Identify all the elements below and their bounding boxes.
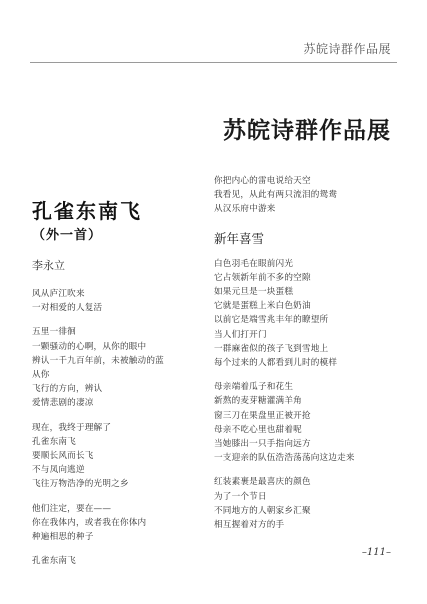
- header-rule: [30, 62, 397, 63]
- poem-stanza: [214, 257, 399, 371]
- poem-line: 现在，我终于理解了: [32, 422, 112, 433]
- poem-line: 不同地方的人朝家乡汇聚: [214, 505, 311, 516]
- poem-line: 从你: [32, 370, 50, 381]
- poem-line: 它占领新年前不多的空隙: [214, 272, 311, 283]
- poem-line: 孔雀东南飞: [32, 556, 76, 567]
- poem-line: 一对相爱的人复活: [32, 303, 103, 314]
- poem-stanza: [214, 380, 399, 465]
- poem-stanza: [214, 174, 399, 217]
- page-title: 苏皖诗群作品展: [223, 118, 391, 144]
- poem-line: 红装素裹是最喜庆的颜色: [214, 477, 311, 488]
- poem-line: 飞往万物浩净的光明之乡: [32, 479, 129, 490]
- poem1-continued: [214, 174, 399, 217]
- poem1-subtitle: （外一首）: [32, 228, 103, 243]
- poem-stanza: [214, 475, 399, 532]
- poem-line: 一群麻雀似的孩子飞到雪地上: [214, 343, 329, 354]
- poem-line: 要顺长风而长飞: [32, 451, 94, 462]
- poem-line: 它就是蛋糕上米白色奶油: [214, 301, 311, 312]
- poem-line: 我看见，从此有两只流泪的鸳鸯: [214, 190, 338, 201]
- poem-line: 为了一个节日: [214, 491, 267, 502]
- poem-line: 他们注定，要在——: [32, 503, 112, 514]
- poem-line: 五里一徘徊: [32, 327, 76, 338]
- poem-line: 一支迎亲的队伍浩浩荡荡向这边走来: [214, 453, 355, 464]
- poem-line: 一颗骚动的心啊，从你的眼中: [32, 341, 147, 352]
- poem-line: 白色羽毛在眼前闪光: [214, 258, 294, 269]
- poem-line: 你在我体内，或者我在你体内: [32, 517, 147, 528]
- poem1-title: 孔雀东南飞: [32, 199, 142, 223]
- poem-line: 当人们打开门: [214, 329, 267, 340]
- poem-line: 孔雀东南飞: [32, 436, 76, 447]
- poem1-body: [32, 287, 210, 568]
- poem-line: 你把内心的雷电说给天空: [214, 176, 311, 186]
- poem-line: 辨认一千九百年前，未被触动的蓝: [32, 355, 164, 366]
- poem-line: 每个过来的人都看到儿时的模样: [214, 358, 338, 369]
- poem-line: 母亲不吃心里也甜着呢: [214, 424, 302, 435]
- poem-line: 飞行的方向，辨认: [32, 384, 103, 395]
- poem2-title: 新年喜雪: [214, 230, 265, 246]
- poem-stanza: [32, 421, 210, 492]
- poem-line: 新熬的麦芽糖灌满羊角: [214, 396, 302, 407]
- header-section-title: 苏皖诗群作品展: [303, 42, 391, 56]
- poem-stanza: [32, 554, 210, 568]
- poem-line: 不与凤向逃逆: [32, 465, 85, 476]
- page-number: –111–: [361, 547, 391, 558]
- poem-stanza: [32, 325, 210, 410]
- poem-line: 以前它是端雪兆丰年的瞭望所: [214, 315, 329, 326]
- poem-line: 如果元旦是一块蛋糕: [214, 287, 294, 298]
- poem-line: 母亲端着瓜子和花生: [214, 382, 294, 393]
- poem-line: 相互握着对方的手: [214, 520, 285, 531]
- poem-line: 爱情悲剧的凄凉: [32, 398, 94, 409]
- poem-line: 从汉乐府中游来: [214, 204, 276, 215]
- right-column: [214, 174, 399, 542]
- poem-stanza: [32, 502, 210, 545]
- poem-line: 种遍相思的种子: [32, 532, 94, 543]
- poem-line: 窗三刀在果盘里正被开抢: [214, 410, 311, 421]
- poem-stanza: [32, 287, 210, 315]
- poem2-body: [214, 257, 399, 533]
- poem-line: 风从庐江吹来: [32, 289, 85, 299]
- poem1-author: 李永立: [32, 259, 65, 272]
- left-column: [32, 200, 210, 578]
- poem-line: 当她膝出一只手指向远方: [214, 439, 311, 450]
